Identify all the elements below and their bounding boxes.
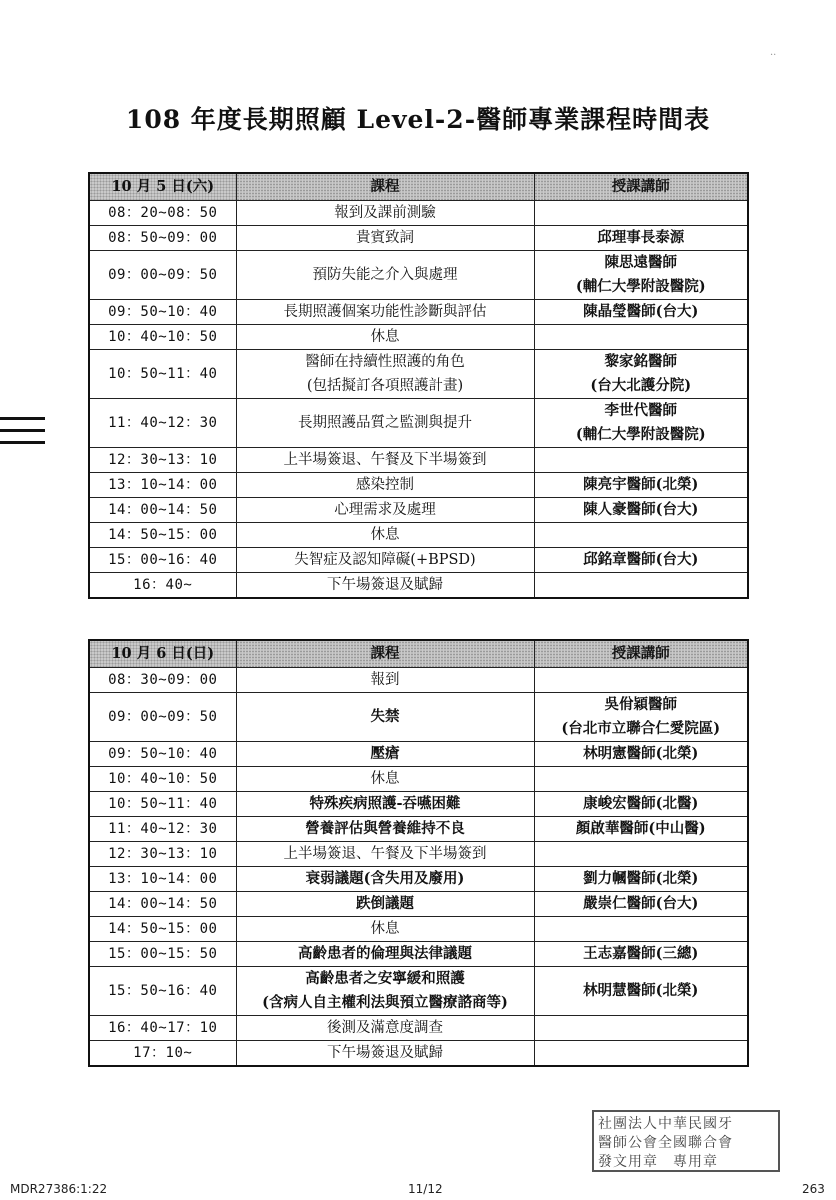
instructor-name: 陳思遠醫師	[604, 254, 677, 271]
course-title: 醫師在持續性照護的角色	[305, 354, 465, 370]
instructor-cell	[534, 917, 748, 942]
schedule-table-day2	[88, 639, 749, 1067]
course-cell	[236, 523, 534, 548]
table-row	[89, 817, 748, 842]
time-slot: 13：10~14：00	[89, 867, 236, 892]
time-slot: 10：50~11：40	[89, 350, 236, 399]
instructor-name: (輔仁大學附設醫院)	[575, 426, 706, 443]
instructor-name: 顏啟華醫師(中山醫)	[575, 820, 706, 837]
instructor-name: 邱理事長泰源	[597, 229, 685, 246]
table-row	[89, 226, 748, 251]
course-title: 跌倒議題	[356, 895, 414, 912]
instructor-name: 嚴崇仁醫師(台大)	[583, 895, 699, 912]
instructor-cell	[534, 1016, 748, 1041]
course-cell	[236, 201, 534, 226]
instructor-cell	[534, 792, 748, 817]
course-cell	[236, 548, 534, 573]
instructor-cell	[534, 325, 748, 350]
course-title: 衰弱議題(含失用及廢用)	[305, 870, 465, 887]
instructor-name: 陳晶瑩醫師(台大)	[583, 303, 699, 320]
course-cell	[236, 792, 534, 817]
time-slot: 09：00~09：50	[89, 693, 236, 742]
table-row	[89, 251, 748, 300]
course-cell	[236, 473, 534, 498]
instructor-cell	[534, 892, 748, 917]
time-slot: 10：40~10：50	[89, 767, 236, 792]
instructor-cell	[534, 942, 748, 967]
course-title: 下午場簽退及賦歸	[327, 577, 443, 593]
instructor-cell	[534, 300, 748, 325]
header-course: 課程	[236, 640, 534, 668]
course-cell	[236, 867, 534, 892]
course-title: 心理需求及處理	[334, 502, 436, 518]
table-row	[89, 350, 748, 399]
table-row	[89, 399, 748, 448]
course-title: 休息	[370, 329, 400, 345]
time-slot: 09：50~10：40	[89, 742, 236, 767]
course-cell	[236, 226, 534, 251]
instructor-name: (輔仁大學附設醫院)	[575, 278, 706, 295]
course-title: 休息	[370, 527, 400, 543]
course-title: 貴賓致詞	[356, 230, 414, 246]
table-row	[89, 867, 748, 892]
instructor-cell	[534, 350, 748, 399]
instructor-name: 林明慧醫師(北榮)	[583, 982, 699, 999]
instructor-cell	[534, 399, 748, 448]
page-title: 108 年度長期照顧 Level-2-醫師專業課程時間表	[125, 105, 711, 134]
instructor-cell	[534, 767, 748, 792]
instructor-name: (台北市立聯合仁愛院區)	[561, 720, 721, 737]
instructor-name: (台大北護分院)	[590, 377, 692, 394]
table-header-row	[89, 173, 748, 201]
time-slot: 12：30~13：10	[89, 842, 236, 867]
course-cell	[236, 942, 534, 967]
table-row	[89, 573, 748, 599]
time-slot: 14：50~15：00	[89, 523, 236, 548]
instructor-cell	[534, 201, 748, 226]
course-title: 休息	[370, 921, 400, 937]
course-cell	[236, 448, 534, 473]
course-cell	[236, 251, 534, 300]
table-row	[89, 742, 748, 767]
course-cell	[236, 842, 534, 867]
association-seal-stamp	[592, 1110, 780, 1172]
instructor-name: 康峻宏醫師(北醫)	[583, 795, 699, 812]
course-title: (含病人自主權利法與預立醫療諮商等)	[262, 994, 508, 1011]
table-row	[89, 693, 748, 742]
instructor-name: 邱銘章醫師(台大)	[583, 551, 699, 568]
instructor-cell	[534, 817, 748, 842]
time-slot: 09：00~09：50	[89, 251, 236, 300]
table-row	[89, 1016, 748, 1041]
course-cell	[236, 817, 534, 842]
table-row	[89, 942, 748, 967]
course-title: (包括擬訂各項照護計畫)	[306, 378, 464, 394]
instructor-cell	[534, 448, 748, 473]
time-slot: 11：40~12：30	[89, 399, 236, 448]
stamp-line: 醫師公會全國聯合會	[598, 1135, 733, 1151]
course-title: 高齡患者之安寧緩和照護	[305, 970, 465, 987]
course-cell	[236, 767, 534, 792]
header-date: 10 月 6 日(日)	[89, 640, 236, 668]
course-cell	[236, 1041, 534, 1067]
footer-sheet-number: 263	[802, 1182, 825, 1196]
header-course: 課程	[236, 173, 534, 201]
course-title: 報到及課前測驗	[334, 205, 436, 221]
course-title: 上半場簽退、午餐及下半場簽到	[283, 846, 487, 862]
stamp-line: 發文用章 專用章	[598, 1154, 718, 1170]
time-slot: 14：00~14：50	[89, 892, 236, 917]
course-title: 後測及滿意度調查	[327, 1020, 443, 1036]
table-row	[89, 668, 748, 693]
table-row	[89, 548, 748, 573]
time-slot: 12：30~13：10	[89, 448, 236, 473]
course-title: 特殊疾病照護-吞嚥困難	[309, 795, 461, 812]
instructor-cell	[534, 967, 748, 1016]
time-slot: 15：00~16：40	[89, 548, 236, 573]
course-cell	[236, 399, 534, 448]
instructor-cell	[534, 251, 748, 300]
table-row	[89, 792, 748, 817]
course-cell	[236, 892, 534, 917]
course-cell	[236, 573, 534, 599]
course-cell	[236, 668, 534, 693]
header-instructor: 授課講師	[534, 640, 748, 668]
course-title: 上半場簽退、午餐及下半場簽到	[283, 452, 487, 468]
time-slot: 11：40~12：30	[89, 817, 236, 842]
course-title: 失禁	[370, 708, 400, 725]
margin-lines	[0, 417, 45, 453]
instructor-cell	[534, 226, 748, 251]
instructor-name: 陳亮宇醫師(北榮)	[583, 476, 699, 493]
table-row	[89, 448, 748, 473]
table-row	[89, 201, 748, 226]
course-cell	[236, 350, 534, 399]
instructor-cell	[534, 742, 748, 767]
instructor-name: 劉力幗醫師(北榮)	[583, 870, 699, 887]
table-row	[89, 473, 748, 498]
course-cell	[236, 300, 534, 325]
time-slot: 08：50~09：00	[89, 226, 236, 251]
instructor-name: 陳人豪醫師(台大)	[583, 501, 699, 518]
course-title: 高齡患者的倫理與法律議題	[298, 945, 472, 962]
course-title: 休息	[370, 771, 400, 787]
table-row	[89, 842, 748, 867]
table-header-row	[89, 640, 748, 668]
course-title: 長期照護個案功能性診斷與評估	[283, 304, 487, 320]
instructor-name: 王志嘉醫師(三總)	[583, 945, 699, 962]
time-slot: 13：10~14：00	[89, 473, 236, 498]
table-row	[89, 498, 748, 523]
course-cell	[236, 917, 534, 942]
table-row	[89, 300, 748, 325]
course-title: 失智症及認知障礙(+BPSD)	[294, 552, 476, 568]
course-title: 預防失能之介入與處理	[312, 267, 458, 283]
header-date: 10 月 5 日(六)	[89, 173, 236, 201]
instructor-cell	[534, 693, 748, 742]
footer-page-number: 11/12	[408, 1182, 443, 1196]
time-slot: 09：50~10：40	[89, 300, 236, 325]
table-row	[89, 767, 748, 792]
time-slot: 15：00~15：50	[89, 942, 236, 967]
course-cell	[236, 325, 534, 350]
time-slot: 14：00~14：50	[89, 498, 236, 523]
time-slot: 08：30~09：00	[89, 668, 236, 693]
instructor-cell	[534, 473, 748, 498]
schedule-table-day1	[88, 172, 749, 599]
instructor-name: 黎家銘醫師	[604, 353, 677, 370]
time-slot: 15：50~16：40	[89, 967, 236, 1016]
time-slot: 16：40~17：10	[89, 1016, 236, 1041]
course-cell	[236, 498, 534, 523]
course-title: 報到	[370, 672, 400, 688]
course-cell	[236, 1016, 534, 1041]
course-title: 下午場簽退及賦歸	[327, 1045, 443, 1061]
scan-mark: ··	[770, 50, 777, 61]
instructor-cell	[534, 668, 748, 693]
stamp-line: 社團法人中華民國牙	[598, 1116, 733, 1132]
time-slot: 14：50~15：00	[89, 917, 236, 942]
instructor-cell	[534, 867, 748, 892]
course-cell	[236, 693, 534, 742]
course-cell	[236, 967, 534, 1016]
instructor-cell	[534, 548, 748, 573]
footer-doc-id: MDR27386:1:22	[10, 1182, 108, 1196]
course-title: 感染控制	[356, 477, 414, 493]
table-row	[89, 523, 748, 548]
time-slot: 17：10~	[89, 1041, 236, 1067]
course-title: 營養評估與營養維持不良	[305, 820, 465, 837]
instructor-cell	[534, 523, 748, 548]
instructor-name: 李世代醫師	[604, 402, 677, 419]
instructor-name: 林明憲醫師(北榮)	[583, 745, 699, 762]
table-row	[89, 1041, 748, 1067]
course-title: 長期照護品質之監測與提升	[298, 415, 472, 431]
time-slot: 10：50~11：40	[89, 792, 236, 817]
time-slot: 16：40~	[89, 573, 236, 599]
time-slot: 10：40~10：50	[89, 325, 236, 350]
table-row	[89, 325, 748, 350]
header-instructor: 授課講師	[534, 173, 748, 201]
time-slot: 08：20~08：50	[89, 201, 236, 226]
instructor-name: 吳佾穎醫師	[604, 696, 677, 713]
instructor-cell	[534, 498, 748, 523]
course-title: 壓瘡	[370, 745, 400, 762]
table-row	[89, 892, 748, 917]
table-row	[89, 917, 748, 942]
instructor-cell	[534, 1041, 748, 1067]
course-cell	[236, 742, 534, 767]
table-row	[89, 967, 748, 1016]
instructor-cell	[534, 573, 748, 599]
instructor-cell	[534, 842, 748, 867]
